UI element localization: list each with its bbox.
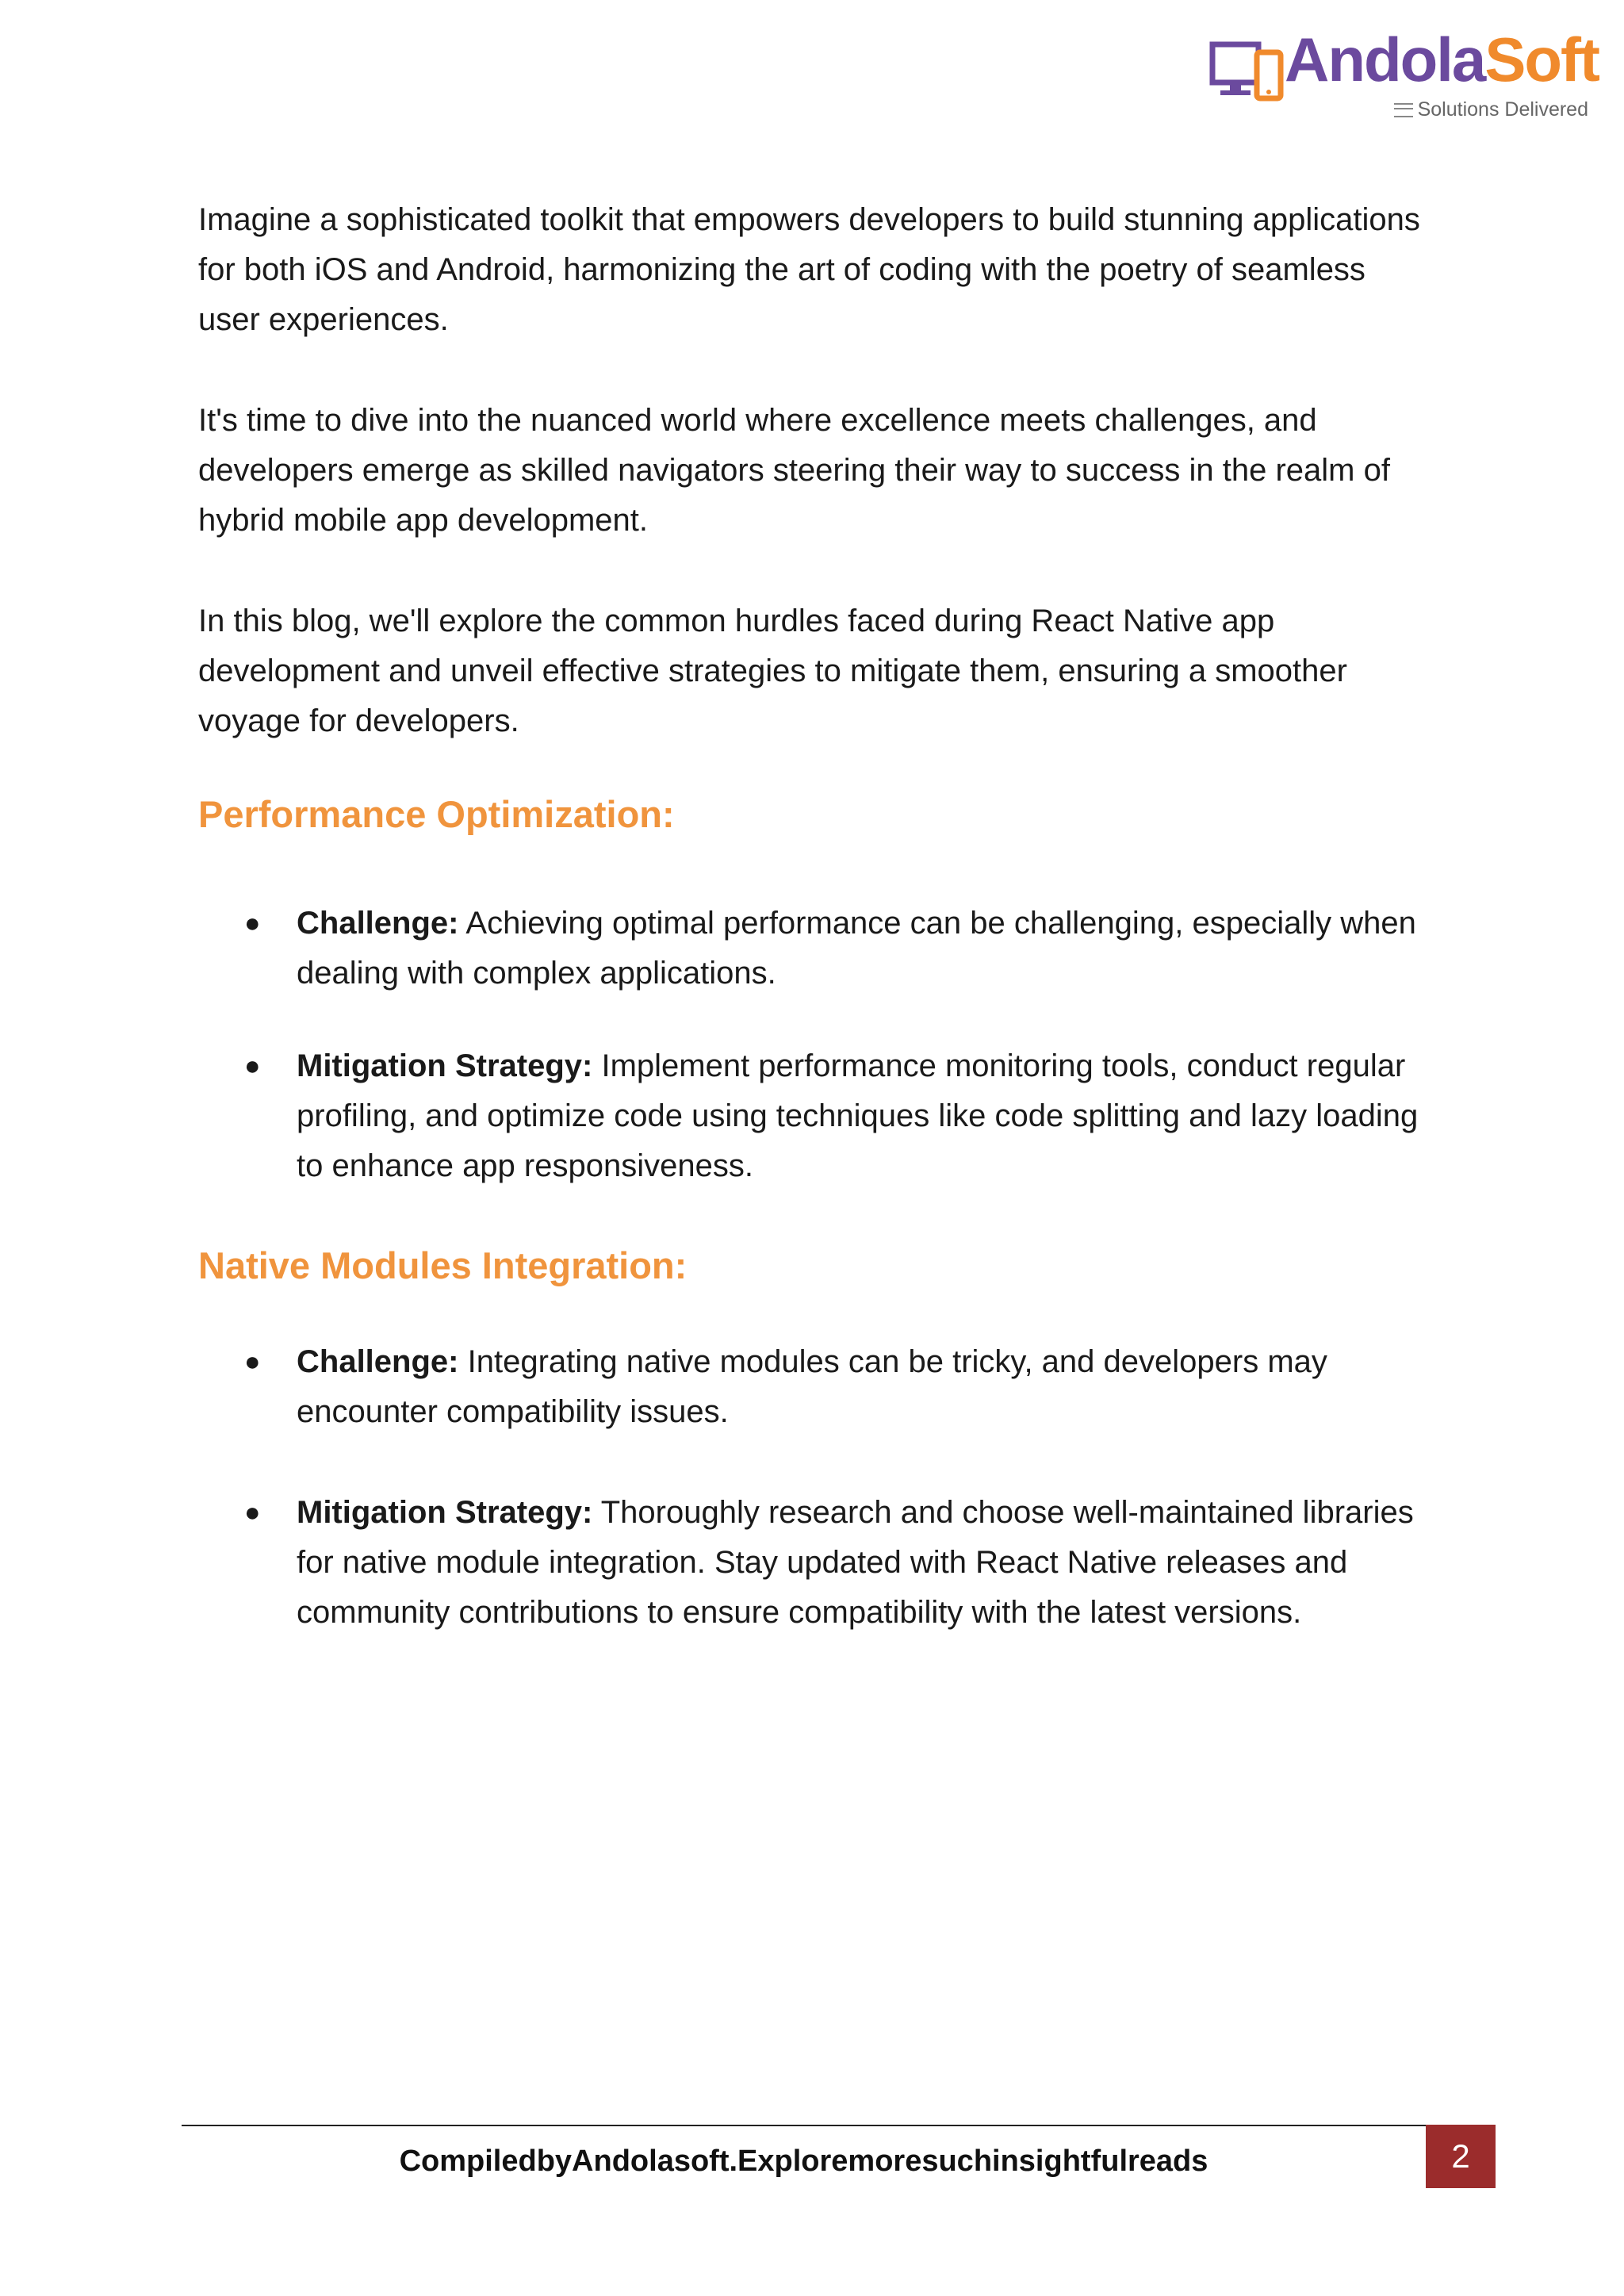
lines-icon xyxy=(1394,103,1413,117)
item-label: Mitigation Strategy: xyxy=(297,1495,593,1530)
page-number: 2 xyxy=(1426,2125,1496,2188)
intro-paragraph-3: In this blog, we'll explore the common hurdles faced during React Native app development and unveil effective strategies to mitigate them, ensuring a smoother voyage for developers. xyxy=(198,604,1347,738)
bullet-icon: ● xyxy=(244,1497,261,1527)
item-label: Challenge: xyxy=(297,906,459,941)
footer-text: CompiledbyAndolasoft.Exploremoresuchinsightfulreads xyxy=(399,2145,1208,2178)
section-list-native-modules xyxy=(198,1337,1435,1638)
devices-logo-icon xyxy=(1209,33,1289,121)
item-text: Achieving optimal performance can be challenging, especially when dealing with complex applications. xyxy=(297,906,1416,991)
list-item xyxy=(198,1488,1435,1638)
bullet-icon: ● xyxy=(244,1051,261,1081)
section-heading-performance: Performance Optimization: xyxy=(198,793,675,835)
section-heading-native-modules: Native Modules Integration: xyxy=(198,1244,688,1286)
list-item xyxy=(198,1337,1435,1437)
logo-wordmark xyxy=(1285,25,1599,94)
item-text: Implement performance monitoring tools, conduct regular profiling, and optimize code using techniques like code splitting and lazy loading to enhance app responsiveness. xyxy=(297,1048,1419,1183)
item-label: Mitigation Strategy: xyxy=(297,1048,593,1083)
andolasoft-logo xyxy=(1209,25,1599,128)
intro-paragraph-1: Imagine a sophisticated toolkit that empowers developers to build stunning applications for both iOS and Android, harmonizing the art of coding with the poetry of seamless user experiences. xyxy=(198,202,1420,337)
bullet-icon: ● xyxy=(244,1347,261,1377)
item-text: Thoroughly research and choose well-maintained libraries for native module integration. Stay updated with React Native releases and community contributions to ensure compatibility with the latest versions. xyxy=(297,1495,1414,1630)
logo-brand-part2: Soft xyxy=(1484,25,1599,94)
intro-paragraph-2: It's time to dive into the nuanced world where excellence meets challenges, and developers emerge as skilled navigators steering their way to success in the realm of hybrid mobile app development. xyxy=(198,403,1390,538)
section-list-performance xyxy=(198,899,1435,1191)
document-body xyxy=(198,195,1435,1638)
item-label: Challenge: xyxy=(297,1344,459,1379)
bullet-icon: ● xyxy=(244,908,261,938)
logo-brand-part1: Andola xyxy=(1285,25,1485,94)
list-item xyxy=(198,1041,1435,1191)
item-text: Integrating native modules can be tricky, and developers may encounter compatibility issues. xyxy=(297,1344,1327,1429)
list-item xyxy=(198,899,1435,999)
footer-divider xyxy=(182,2125,1426,2126)
logo-tagline xyxy=(1394,98,1588,121)
tagline-text: Solutions Delivered xyxy=(1417,98,1588,121)
